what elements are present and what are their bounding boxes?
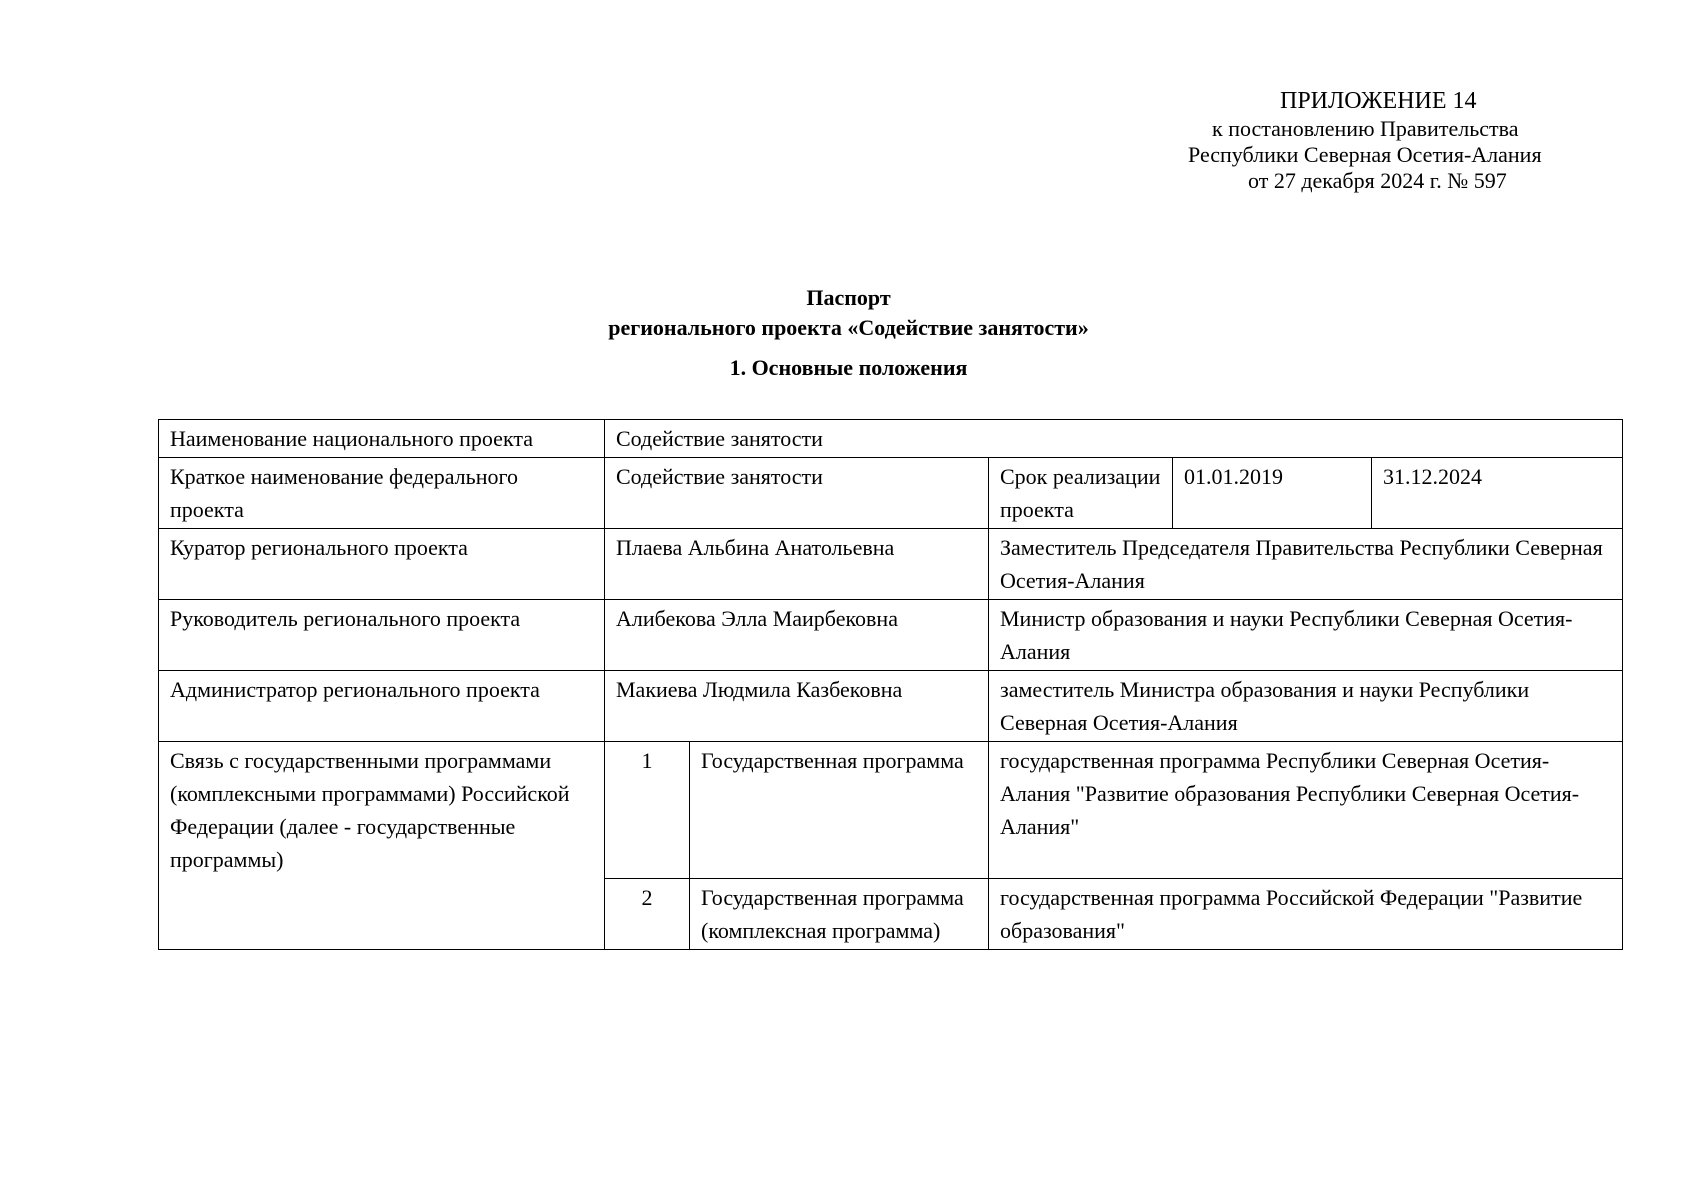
admin-name: Макиева Людмила Казбековна <box>605 671 989 742</box>
national-project-value: Содействие занятости <box>605 420 1623 458</box>
table-row <box>159 600 1623 671</box>
table-row <box>159 420 1623 458</box>
curator-label: Куратор регионального проекта <box>159 529 605 600</box>
appendix-header <box>1180 86 1542 194</box>
section-title: 1. Основные положения <box>729 355 968 380</box>
term-label: Срок реализации проекта <box>989 458 1173 529</box>
head-label: Руководитель регионального проекта <box>159 600 605 671</box>
program-name: государственная программа Российской Федерации "Развитие образования" <box>989 878 1623 949</box>
table-row <box>159 458 1623 529</box>
table-row <box>159 529 1623 600</box>
curator-name: Плаева Альбина Анатольевна <box>605 529 989 600</box>
table-row <box>159 878 1623 949</box>
document-title <box>0 283 1697 343</box>
curator-position: Заместитель Председателя Правительства Республики Северная Осетия-Алания <box>989 529 1623 600</box>
program-type: Государственная программа <box>690 742 989 879</box>
term-start: 01.01.2019 <box>1173 458 1372 529</box>
program-name: государственная программа Республики Северная Осетия-Алания "Развитие образования Республики Северная Осетия-Алания" <box>989 742 1623 879</box>
head-name: Алибекова Элла Маирбековна <box>605 600 989 671</box>
federal-project-value: Содействие занятости <box>605 458 989 529</box>
appendix-line-1: к постановлению Правительства <box>1212 116 1519 141</box>
passport-table <box>158 419 1623 950</box>
document-title-line-2: регионального проекта «Содействие занятости» <box>608 315 1089 340</box>
federal-project-label: Краткое наименование федерального проекта <box>159 458 605 529</box>
admin-label: Администратор регионального проекта <box>159 671 605 742</box>
term-end: 31.12.2024 <box>1372 458 1623 529</box>
appendix-line-2: Республики Северная Осетия-Алания <box>1188 142 1542 167</box>
document-title-line-1: Паспорт <box>806 285 891 310</box>
table-row <box>159 742 1623 879</box>
admin-position: заместитель Министра образования и науки Республики Северная Осетия-Алания <box>989 671 1623 742</box>
head-position: Министр образования и науки Республики Северная Осетия-Алания <box>989 600 1623 671</box>
programs-label: Связь с государственными программами (комплексными программами) Российской Федерации (далее - государственные программы) <box>159 742 605 879</box>
program-number: 2 <box>605 878 690 949</box>
programs-label-continuation <box>159 878 605 949</box>
table-row <box>159 671 1623 742</box>
program-type: Государственная программа (комплексная программа) <box>690 878 989 949</box>
appendix-title: ПРИЛОЖЕНИЕ 14 <box>1280 88 1477 114</box>
national-project-label: Наименование национального проекта <box>159 420 605 458</box>
appendix-line-3: от 27 декабря 2024 г. № 597 <box>1248 168 1507 193</box>
program-number: 1 <box>605 742 690 879</box>
